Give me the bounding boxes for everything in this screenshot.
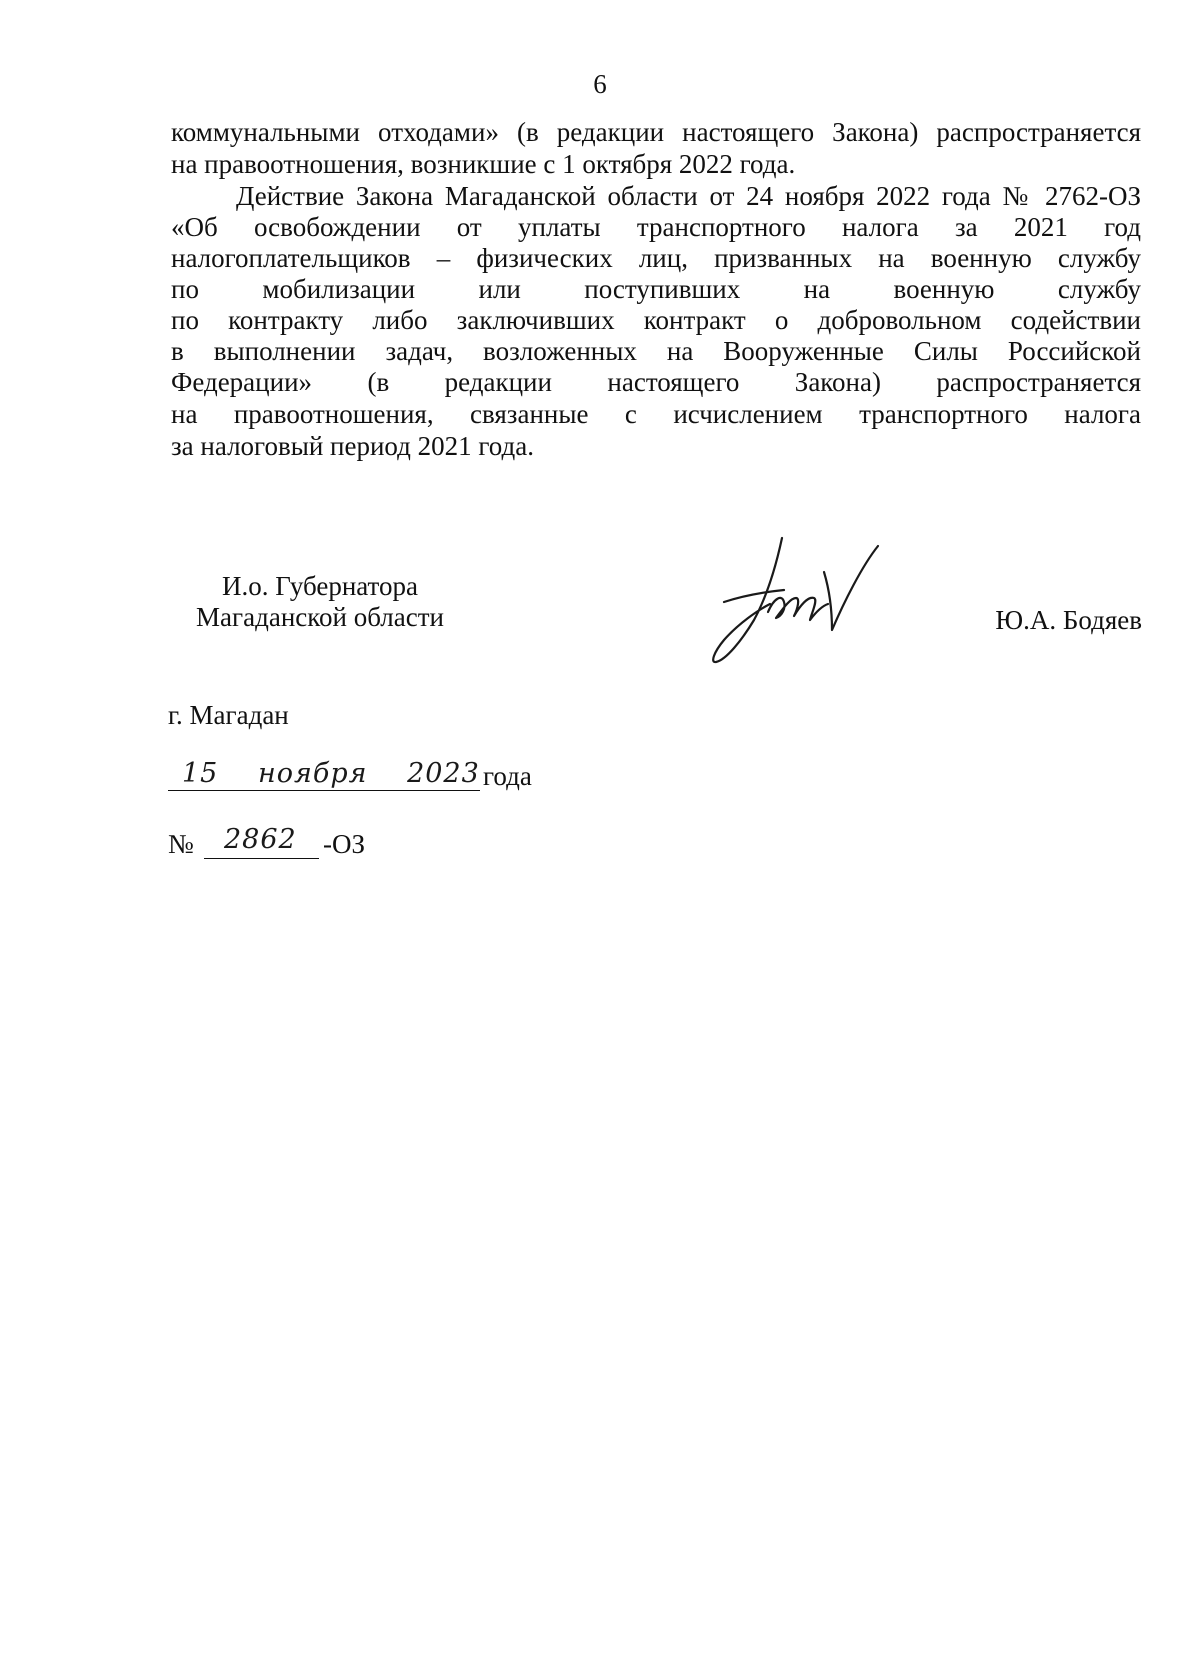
- date-underline: [168, 790, 480, 791]
- signature-image: [712, 536, 882, 666]
- handwritten-date: 15 ноября 2023: [182, 758, 480, 789]
- body-line-7: по контракту либо заключивших контракт о добровольном содействии: [171, 305, 1141, 335]
- body-line-9: Федерации» (в редакции настоящего Закона) распространяется: [171, 367, 1141, 397]
- date-line: [168, 760, 568, 800]
- body-line-4: «Об освобождении от уплаты транспортного налога за 2021 год: [171, 212, 1141, 242]
- handwritten-law-number: 2862: [224, 824, 297, 855]
- body-line-8: в выполнении задач, возложенных на Вооруженные Силы Российской: [171, 336, 1141, 366]
- body-line-1: коммунальными отходами» (в редакции настоящего Закона) распространяется: [171, 117, 1141, 147]
- body-line-6: по мобилизации или поступивших на военную службу: [171, 274, 1141, 304]
- date-suffix: года: [483, 761, 532, 791]
- body-line-11: за налоговый период 2021 года.: [171, 431, 534, 461]
- signatory-name: Ю.А. Бодяев: [995, 605, 1142, 635]
- body-line-10: на правоотношения, связанные с исчислением транспортного налога: [171, 399, 1141, 429]
- body-line-2: на правоотношения, возникшие с 1 октября 2022 года.: [171, 149, 796, 179]
- body-line-3: Действие Закона Магаданской области от 24 ноября 2022 года № 2762-ОЗ: [236, 181, 1141, 211]
- place-of-signing: г. Магадан: [168, 700, 289, 730]
- law-number-line: [168, 824, 468, 868]
- signatory-title-line1: И.о. Губернатора: [221, 571, 418, 601]
- number-underline: [204, 858, 319, 859]
- number-suffix: -ОЗ: [323, 829, 366, 859]
- number-sign: №: [168, 829, 194, 859]
- page-number: 6: [593, 69, 607, 99]
- body-line-5: налогоплательщиков – физических лиц, призванных на военную службу: [171, 243, 1141, 273]
- signatory-title-line2: Магаданской области: [196, 602, 444, 632]
